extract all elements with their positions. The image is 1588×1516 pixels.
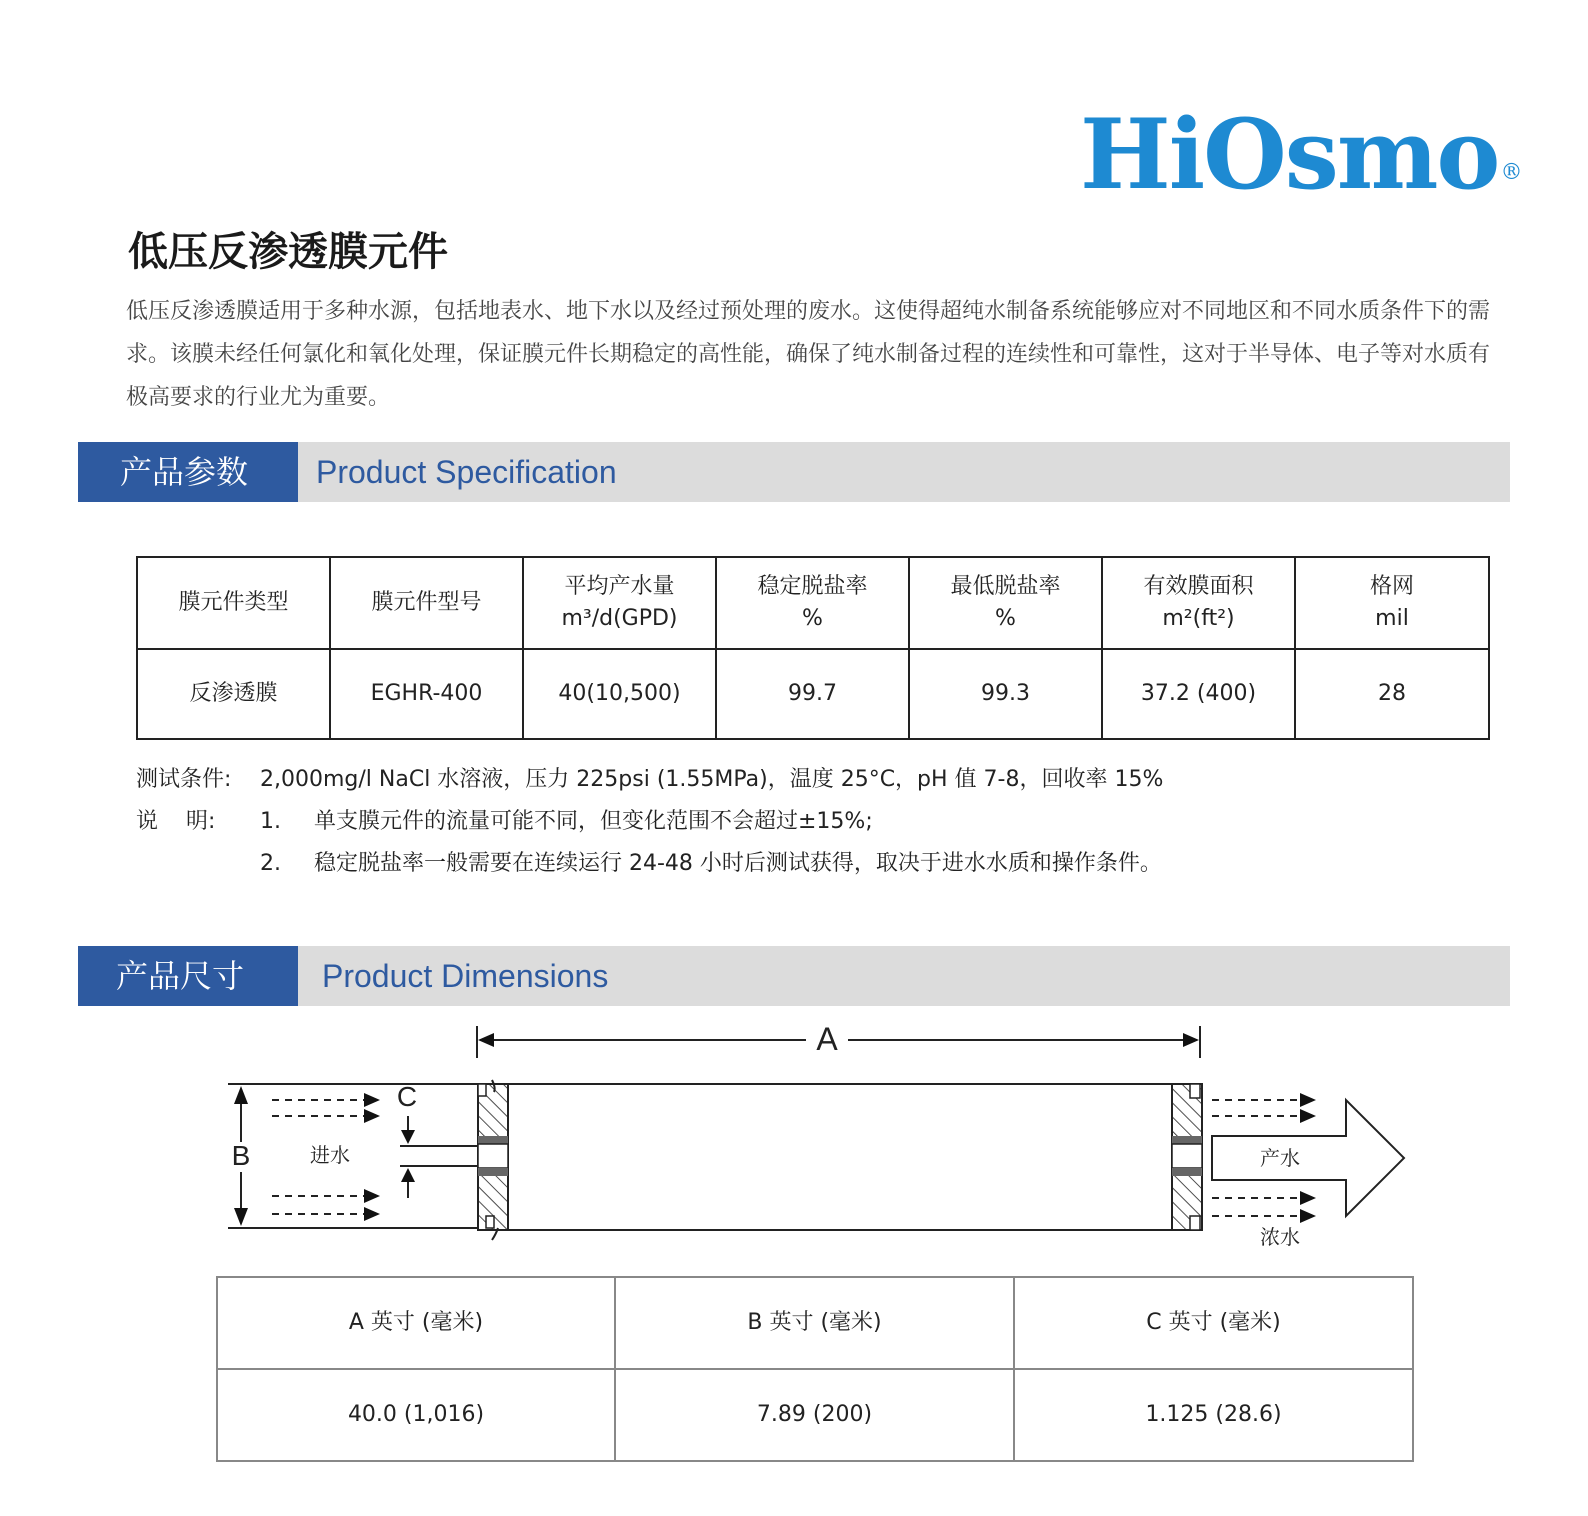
- spec-cell-min-rejection: 99.3: [909, 649, 1102, 739]
- note-text: 单支膜元件的流量可能不同，但变化范围不会超过±15%;: [314, 809, 873, 834]
- spec-table-row: [137, 649, 1489, 739]
- spec-table-header-row: [137, 557, 1489, 649]
- spec-header-cell: 有效膜面积 m²(ft²): [1102, 557, 1295, 649]
- feed-flow-arrows: [272, 1093, 380, 1221]
- spec-cell-stable-rejection: 99.7: [716, 649, 909, 739]
- dim-section-title-en: Product Dimensions: [322, 958, 609, 994]
- label-a: A: [816, 1021, 838, 1057]
- dim-section-header: [78, 946, 1510, 1006]
- spec-table: [136, 556, 1490, 740]
- spec-header-cell: 平均产水量 m³/d(GPD): [523, 557, 716, 649]
- page-title: 低压反渗透膜元件: [128, 229, 448, 275]
- permeate-label: 产水: [1260, 1148, 1300, 1170]
- spec-section-header: [78, 442, 1510, 502]
- label-b: B: [231, 1140, 251, 1171]
- membrane-dimension-diagram: [0, 1020, 1588, 1260]
- note-text: 稳定脱盐率一般需要在连续运行 24-48 小时后测试获得，取决于进水水质和操作条件。: [314, 851, 1162, 876]
- spec-section-title-cn: 产品参数: [78, 442, 298, 502]
- spec-header-cell: 格网 mil: [1295, 557, 1489, 649]
- note-number: 2.: [260, 851, 281, 876]
- spec-cell-type: 反渗透膜: [137, 649, 330, 739]
- dimension-a: [477, 1021, 1200, 1058]
- spec-header-cell: 最低脱盐率 %: [909, 557, 1102, 649]
- membrane-element: [478, 1080, 1202, 1240]
- dim-cell-b: 7.89 (200): [615, 1369, 1014, 1461]
- dim-header-c: C 英寸 (毫米): [1014, 1277, 1413, 1369]
- dim-section-title-cn: 产品尺寸: [78, 946, 298, 1006]
- outlet-flow-arrows: [1212, 1093, 1404, 1249]
- dimension-table: [216, 1276, 1414, 1462]
- dim-header-b: B 英寸 (毫米): [615, 1277, 1014, 1369]
- feed-label: 进水: [310, 1145, 350, 1167]
- spec-cell-spacer: 28: [1295, 649, 1489, 739]
- dim-cell-a: 40.0 (1,016): [217, 1369, 615, 1461]
- intro-paragraph: 低压反渗透膜适用于多种水源，包括地表水、地下水以及经过预处理的废水。这使得超纯水制备系统能够应对不同地区和不同水质条件下的需求。该膜未经任何氯化和氧化处理，保证膜元件长期稳定的高性能，确保了纯水制备过程的连续性和可靠性，这对于半导体、电子等对水质有极高要求的行业尤为重要。: [126, 299, 1491, 410]
- spec-header-cell: 稳定脱盐率 %: [716, 557, 909, 649]
- spec-section-title-en: Product Specification: [316, 454, 617, 490]
- spec-cell-area: 37.2 (400): [1102, 649, 1295, 739]
- dim-table-row: [217, 1369, 1413, 1461]
- dim-header-a: A 英寸 (毫米): [217, 1277, 615, 1369]
- note-label: 说 明:: [136, 809, 216, 834]
- dimension-b: [228, 1084, 478, 1228]
- test-condition-text: 2,000mg/l NaCl 水溶液，压力 225psi (1.55MPa)，温度 25°C，pH 值 7-8，回收率 15%: [260, 767, 1164, 792]
- dim-table-header-row: [217, 1277, 1413, 1369]
- test-condition-label: 测试条件:: [136, 767, 232, 792]
- dim-cell-c: 1.125 (28.6): [1014, 1369, 1413, 1461]
- concentrate-label: 浓水: [1260, 1227, 1300, 1249]
- spec-cell-model: EGHR-400: [330, 649, 523, 739]
- spec-cell-flow: 40(10,500): [523, 649, 716, 739]
- dimension-c: [397, 1081, 478, 1198]
- hiosmo-logo: HiOsmo®: [1080, 98, 1521, 211]
- spec-header-cell: 膜元件型号: [330, 557, 523, 649]
- note-number: 1.: [260, 809, 281, 834]
- label-c: C: [396, 1081, 418, 1112]
- spec-header-cell: 膜元件类型: [137, 557, 330, 649]
